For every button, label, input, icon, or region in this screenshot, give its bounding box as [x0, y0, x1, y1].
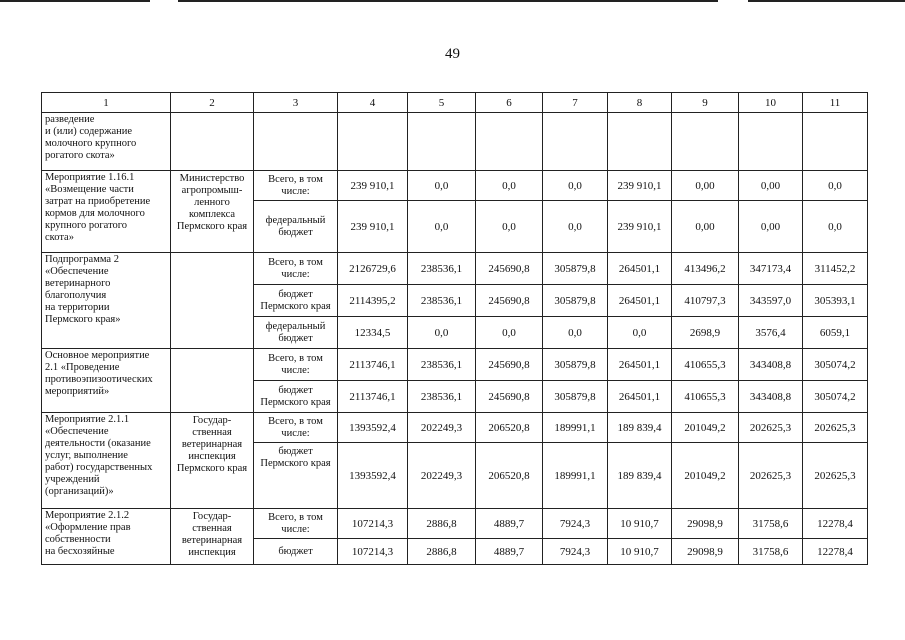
value-cell: 189 839,4: [608, 443, 672, 509]
value-cell: 202249,3: [408, 413, 476, 443]
value-cell: 10 910,7: [608, 539, 672, 565]
value-cell: 4889,7: [476, 539, 543, 565]
value-cell: 410655,3: [672, 349, 739, 381]
header-cell: 2: [171, 93, 254, 113]
value-cell: 238536,1: [408, 381, 476, 413]
value-cell: 0,00: [739, 201, 803, 253]
value-cell: 0,0: [476, 317, 543, 349]
value-cell: 0,0: [608, 317, 672, 349]
value-cell: 202249,3: [408, 443, 476, 509]
value-cell: 0,0: [543, 201, 608, 253]
value-cell: 29098,9: [672, 509, 739, 539]
value-cell: 3576,4: [739, 317, 803, 349]
value-cell: 12278,4: [803, 509, 868, 539]
value-cell: 7924,3: [543, 509, 608, 539]
value-cell: 0,0: [408, 171, 476, 201]
value-cell: 245690,8: [476, 349, 543, 381]
source-cell: Всего, в том числе:: [254, 253, 338, 285]
value-cell: 343408,8: [739, 381, 803, 413]
event-name-cell: Мероприятие 2.1.2 «Оформление прав собственности на бесхозяйные: [42, 509, 171, 565]
event-name-cell: Подпрограмма 2 «Обеспечение ветеринарного благополучия на территории Пермского края»: [42, 253, 171, 349]
source-cell: бюджет: [254, 539, 338, 565]
value-cell: 206520,8: [476, 413, 543, 443]
value-cell: [739, 113, 803, 171]
source-cell: федеральный бюджет: [254, 201, 338, 253]
source-cell: бюджет Пермского края: [254, 443, 338, 509]
value-cell: 2113746,1: [338, 349, 408, 381]
value-cell: 201049,2: [672, 413, 739, 443]
header-cell: 5: [408, 93, 476, 113]
value-cell: [672, 113, 739, 171]
source-cell: бюджет Пермского края: [254, 381, 338, 413]
header-cell: 6: [476, 93, 543, 113]
value-cell: 6059,1: [803, 317, 868, 349]
executor-cell: Государ- ственная ветеринарная инспекция Пермского края: [171, 413, 254, 509]
event-name-cell: Мероприятие 1.16.1 «Возмещение части затрат на приобретение кормов для молочного крупного рогатого скота»: [42, 171, 171, 253]
value-cell: 2113746,1: [338, 381, 408, 413]
value-cell: 264501,1: [608, 349, 672, 381]
value-cell: 238536,1: [408, 349, 476, 381]
value-cell: 305879,8: [543, 253, 608, 285]
source-cell: Всего, в том числе:: [254, 171, 338, 201]
source-cell: Всего, в том числе:: [254, 509, 338, 539]
value-cell: 1393592,4: [338, 413, 408, 443]
value-cell: 305074,2: [803, 381, 868, 413]
source-cell: Всего, в том числе:: [254, 349, 338, 381]
value-cell: 264501,1: [608, 285, 672, 317]
value-cell: [803, 113, 868, 171]
value-cell: 0,0: [408, 317, 476, 349]
event-name-cell: разведение и (или) содержание молочного крупного рогатого скота»: [42, 113, 171, 171]
source-cell: бюджет Пермского края: [254, 285, 338, 317]
value-cell: 239 910,1: [608, 201, 672, 253]
value-cell: 305879,8: [543, 285, 608, 317]
value-cell: 0,00: [739, 171, 803, 201]
value-cell: 202625,3: [803, 443, 868, 509]
header-cell: 10: [739, 93, 803, 113]
value-cell: 305879,8: [543, 349, 608, 381]
value-cell: 107214,3: [338, 539, 408, 565]
value-cell: 31758,6: [739, 509, 803, 539]
page-top-edge-middle: [178, 0, 718, 2]
value-cell: 4889,7: [476, 509, 543, 539]
header-cell: 9: [672, 93, 739, 113]
value-cell: 239 910,1: [338, 201, 408, 253]
value-cell: 0,0: [476, 201, 543, 253]
value-cell: [408, 113, 476, 171]
value-cell: 0,0: [543, 171, 608, 201]
value-cell: [608, 113, 672, 171]
table-row: [42, 413, 868, 443]
value-cell: 305393,1: [803, 285, 868, 317]
budget-table: [41, 92, 868, 565]
value-cell: 343597,0: [739, 285, 803, 317]
value-cell: 305074,2: [803, 349, 868, 381]
header-row: [42, 93, 868, 113]
header-cell: 4: [338, 93, 408, 113]
page-top-edge-right: [748, 0, 905, 2]
value-cell: 311452,2: [803, 253, 868, 285]
table-row: [42, 113, 868, 171]
page-top-edge-left: [0, 0, 150, 2]
value-cell: 0,0: [408, 201, 476, 253]
value-cell: 245690,8: [476, 253, 543, 285]
source-cell: Всего, в том числе:: [254, 413, 338, 443]
value-cell: 264501,1: [608, 253, 672, 285]
value-cell: 238536,1: [408, 285, 476, 317]
value-cell: 7924,3: [543, 539, 608, 565]
table-row: [42, 509, 868, 539]
value-cell: 0,0: [543, 317, 608, 349]
value-cell: 0,0: [476, 171, 543, 201]
value-cell: 410797,3: [672, 285, 739, 317]
value-cell: 107214,3: [338, 509, 408, 539]
value-cell: 202625,3: [803, 413, 868, 443]
executor-cell: [171, 253, 254, 349]
page-number: 49: [445, 46, 460, 62]
value-cell: 29098,9: [672, 539, 739, 565]
header-cell: 1: [42, 93, 171, 113]
value-cell: 202625,3: [739, 443, 803, 509]
value-cell: 239 910,1: [338, 171, 408, 201]
value-cell: 238536,1: [408, 253, 476, 285]
value-cell: 189991,1: [543, 413, 608, 443]
value-cell: 10 910,7: [608, 509, 672, 539]
value-cell: 2114395,2: [338, 285, 408, 317]
value-cell: [476, 113, 543, 171]
event-name-cell: Мероприятие 2.1.1 «Обеспечение деятельности (оказание услуг, выполнение работ) государственных учреждений (организаций)»: [42, 413, 171, 509]
value-cell: [543, 113, 608, 171]
event-name-cell: Основное мероприятие 2.1 «Проведение противоэпизоотических мероприятий»: [42, 349, 171, 413]
value-cell: 12278,4: [803, 539, 868, 565]
value-cell: 189991,1: [543, 443, 608, 509]
value-cell: 1393592,4: [338, 443, 408, 509]
value-cell: 343408,8: [739, 349, 803, 381]
header-cell: 11: [803, 93, 868, 113]
value-cell: 2886,8: [408, 539, 476, 565]
value-cell: 245690,8: [476, 285, 543, 317]
table-row: [42, 253, 868, 285]
value-cell: 31758,6: [739, 539, 803, 565]
header-cell: 8: [608, 93, 672, 113]
value-cell: 413496,2: [672, 253, 739, 285]
value-cell: 0,00: [672, 171, 739, 201]
value-cell: 347173,4: [739, 253, 803, 285]
value-cell: 245690,8: [476, 381, 543, 413]
value-cell: 0,0: [803, 171, 868, 201]
executor-cell: Министерство агропромыш- ленного комплекса Пермского края: [171, 171, 254, 253]
value-cell: 264501,1: [608, 381, 672, 413]
value-cell: 12334,5: [338, 317, 408, 349]
value-cell: 0,0: [803, 201, 868, 253]
source-cell: [254, 113, 338, 171]
header-cell: 3: [254, 93, 338, 113]
header-cell: 7: [543, 93, 608, 113]
value-cell: 2698,9: [672, 317, 739, 349]
table-row: [42, 171, 868, 201]
executor-cell: [171, 113, 254, 171]
table-row: [42, 349, 868, 381]
executor-cell: [171, 349, 254, 413]
source-cell: федеральный бюджет: [254, 317, 338, 349]
value-cell: 0,00: [672, 201, 739, 253]
value-cell: 305879,8: [543, 381, 608, 413]
executor-cell: Государ- ственная ветеринарная инспекция: [171, 509, 254, 565]
value-cell: 410655,3: [672, 381, 739, 413]
value-cell: 202625,3: [739, 413, 803, 443]
value-cell: [338, 113, 408, 171]
value-cell: 239 910,1: [608, 171, 672, 201]
value-cell: 2886,8: [408, 509, 476, 539]
value-cell: 189 839,4: [608, 413, 672, 443]
value-cell: 206520,8: [476, 443, 543, 509]
value-cell: 201049,2: [672, 443, 739, 509]
value-cell: 2126729,6: [338, 253, 408, 285]
